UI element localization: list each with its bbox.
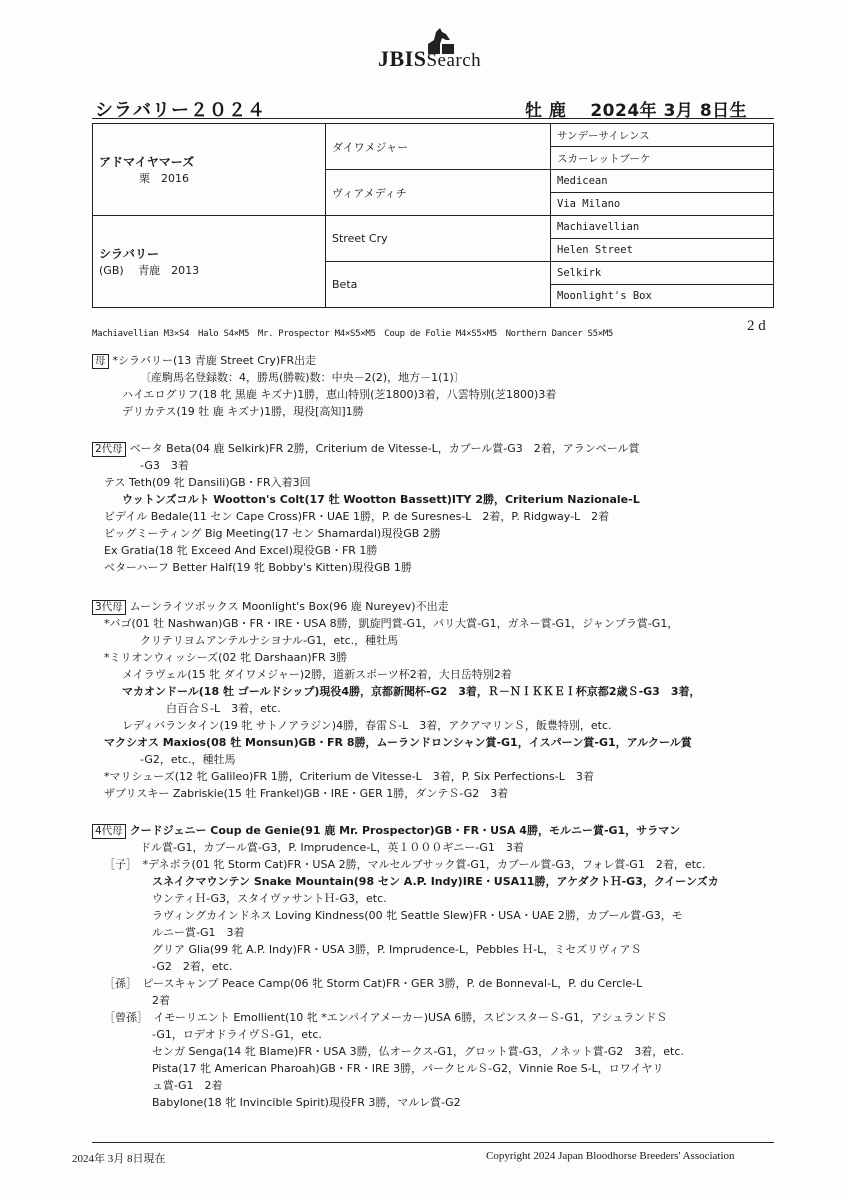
section-line: ［子］ *デネボラ(01 牝 Storm Cat)FR・USA 2勝，マルセルブサック賞-G1，カブール賞-G3，フォレ賞-G1 2着，etc.	[104, 858, 706, 871]
g3-cell: Medicean	[551, 170, 774, 193]
sire-dam-cell: ヴィアメディチ	[326, 170, 551, 216]
section-line: 2着	[152, 994, 170, 1007]
section-line: クードジェニー Coup de Genie(91 鹿 Mr. Prospector)GB・FR・USA 4勝，モルニー賞-G1，サラマン	[129, 824, 681, 837]
g3-cell: スカーレットブーケ	[551, 147, 774, 170]
section-line: ムーンライツボックス Moonlight's Box(96 鹿 Nureyev)不出走	[129, 600, 449, 613]
section-line: ベータ Beta(04 鹿 Selkirk)FR 2勝，Criterium de Vitesse-L，カブール賞-G3 2着，アランベール賞	[129, 442, 640, 455]
dam-section	[92, 352, 792, 420]
section-line: ［孫］ ピースキャンプ Peace Camp(06 牝 Storm Cat)FR・GER 3勝，P. de Bonneval-L，P. du Cercle-L	[104, 977, 643, 990]
g3-cell: Selkirk	[551, 262, 774, 285]
title-rule	[92, 118, 774, 119]
section-tag: 母	[92, 354, 109, 369]
section-line: -G2 2着，etc.	[152, 960, 233, 973]
section-line: ュ賞-G1 2着	[152, 1079, 223, 1092]
section-line: センガ Senga(14 牝 Blame)FR・USA 3勝，仏オークス-G1，グロット賞-G3，ノネット賞-G2 3着，etc.	[152, 1045, 684, 1058]
section-line: Pista(17 牝 American Pharoah)GB・FR・IRE 3勝，パークヒルＳ-G2，Vinnie Roe S-L，ロワイヤリ	[152, 1062, 664, 1075]
section-line: デリカテス(19 牡 鹿 キズナ)1勝，現役[高知]1勝	[122, 405, 364, 418]
section-line: 〔産駒馬名登録数：4，勝馬(勝鞍)数：中央－2(2)，地方－1(1)〕	[140, 371, 465, 384]
logo-jbis: JBIS	[378, 46, 427, 71]
section-tag: 2代母	[92, 442, 126, 457]
dam-cell	[93, 216, 326, 308]
section-line: -G2，etc.，種牡馬	[140, 753, 236, 766]
logo-search: Search	[426, 50, 482, 71]
section-line: *バゴ(01 牡 Nashwan)GB・FR・IRE・USA 8勝，凱旋門賞-G1，パリ大賞-G1，ガネー賞-G1，ジャンプラ賞-G1，	[104, 617, 679, 630]
logo-text	[378, 46, 481, 72]
g3-cell: サンデーサイレンス	[551, 124, 774, 147]
section-line: ルニー賞-G1 3着	[152, 926, 245, 939]
fourth-dam-section	[92, 822, 792, 1111]
section-line: ビッグミーティング Big Meeting(17 セン Shamardal)現役GB 2勝	[104, 527, 441, 540]
dam-sire-cell: Street Cry	[326, 216, 551, 262]
inbreeding-line: Machiavellian M3×S4 Halo S4×M5 Mr. Prospector M4×S5×M5 Coup de Folie M4×S5×M5 Northern Dancer S5×M5	[92, 329, 614, 339]
section-line: ドル賞-G1，カブール賞-G3，P. Imprudence-L，英１０００ギニー-G1 3着	[140, 841, 524, 854]
section-line: マクシオス Maxios(08 牡 Monsun)GB・FR 8勝，ムーランドロンシャン賞-G1，イスパーン賞-G1，アルクール賞	[104, 736, 692, 749]
section-line: グリア Glia(99 牝 A.P. Indy)FR・USA 3勝，P. Imprudence-L，Pebbles Ｈ-L，ミセズリヴィアＳ	[152, 943, 642, 956]
g3-cell: Helen Street	[551, 239, 774, 262]
footer-copyright: Copyright 2024 Japan Bloodhorse Breeders' Association	[486, 1150, 735, 1162]
family-number: 2 d	[747, 318, 766, 334]
section-line: *ミリオンウィッシーズ(02 牝 Darshaan)FR 3勝	[104, 651, 348, 664]
sire-cell	[93, 124, 326, 216]
section-line: ラヴィングカインドネス Loving Kindness(00 牝 Seattle Slew)FR・USA・UAE 2勝，カブール賞-G3，モ	[152, 909, 683, 922]
sire-sire-cell: ダイワメジャー	[326, 124, 551, 170]
footer-rule	[92, 1142, 774, 1143]
section-line: Babylone(18 牝 Invincible Spirit)現役FR 3勝，マルレ賞-G2	[152, 1096, 461, 1109]
section-tag: 4代母	[92, 824, 126, 839]
section-line: クリテリヨムアンテルナシヨナル-G1，etc.，種牡馬	[140, 634, 399, 647]
dam-dam-cell: Beta	[326, 262, 551, 308]
section-tag: 3代母	[92, 600, 126, 615]
sex-birthdate: 牡 鹿 2024年 3月 8日生	[525, 101, 748, 121]
g3-cell: Machiavellian	[551, 216, 774, 239]
section-line: テス Teth(09 牝 Dansili)GB・FR入着3回	[104, 476, 311, 489]
section-line: スネイクマウンテン Snake Mountain(98 セン A.P. Indy)IRE・USA11勝，アケダクトＨ-G3，クイーンズカ	[152, 875, 719, 888]
footer-date: 2024年 3月 8日現在	[72, 1153, 166, 1165]
section-line: -G3 3着	[140, 459, 189, 472]
section-line: ビデイル Bedale(11 セン Cape Cross)FR・UAE 1勝，P. de Suresnes-L 2着，P. Ridgway-L 2着	[104, 510, 610, 523]
section-line: レディバランタイン(19 牝 サトノアラジン)4勝，春雷Ｓ-L 3着，アクアマリンＳ，飯豊特別，etc.	[122, 719, 612, 732]
third-dam-section	[92, 598, 792, 802]
section-line: *マリシューズ(12 牝 Galileo)FR 1勝，Criterium de Vitesse-L 3着，P. Six Perfections-L 3着	[104, 770, 594, 783]
section-line: メイラヴェル(15 牝 ダイワメジャー)2勝，道新スポーツ杯2着，大日岳特別2着	[122, 668, 512, 681]
sire-detail: 栗 2016	[139, 172, 189, 185]
section-line: Ex Gratia(18 牝 Exceed And Excel)現役GB・FR 1勝	[104, 544, 378, 557]
section-line: マカオンドール(18 牡 ゴールドシップ)現役4勝，京都新聞杯-G2 3着，Ｒ－ＮＩＫＫＥＩ杯京都2歳Ｓ-G3 3着，	[122, 685, 701, 698]
second-dam-section	[92, 440, 792, 576]
section-line: *シラバリー(13 青鹿 Street Cry)FR出走	[112, 354, 317, 367]
section-line: ウットンズコルト Wootton's Colt(17 牡 Wootton Bassett)ITY 2勝，Criterium Nazionale-L	[122, 493, 640, 506]
section-line: ハイエログリフ(18 牝 黒鹿 キズナ)1勝，恵山特別(芝1800)3着，八雲特別(芝1800)3着	[122, 388, 557, 401]
section-line: 白百合Ｓ-L 3着，etc.	[166, 702, 281, 715]
g3-cell: Moonlight's Box	[551, 285, 774, 308]
g3-cell: Via Milano	[551, 193, 774, 216]
section-line: ウンティＨ-G3，スタイヴァサントＨ-G3，etc.	[152, 892, 387, 905]
section-line: ベターハーフ Better Half(19 牝 Bobby's Kitten)現役GB 1勝	[104, 561, 412, 574]
horse-title: シラバリー２０２４	[95, 100, 266, 121]
section-line: -G1，ロデオドライヴＳ-G1，etc.	[152, 1028, 322, 1041]
pedigree-table	[92, 123, 774, 308]
dam-name: シラバリー	[99, 247, 160, 261]
sire-name: アドマイヤマーズ	[99, 155, 195, 169]
section-line: ［曾孫］ イモーリエント Emollient(10 牝 *エンパイアメーカー)USA 6勝，スピンスターＳ-G1，アシュランドＳ	[104, 1011, 668, 1024]
dam-detail: (GB) 青鹿 2013	[99, 264, 200, 277]
section-line: ザブリスキー Zabriskie(15 牡 Frankel)GB・IRE・GER 1勝，ダンテＳ-G2 3着	[104, 787, 509, 800]
